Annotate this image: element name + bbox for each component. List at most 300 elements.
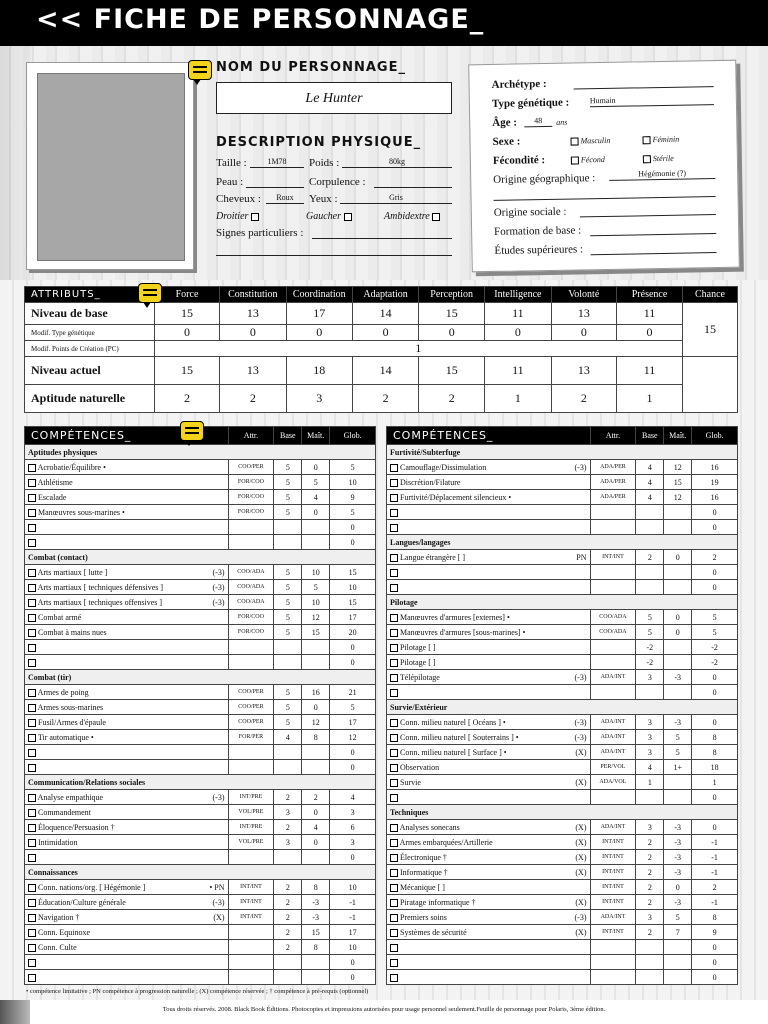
skill-global[interactable]: 2 <box>692 880 738 895</box>
skill-base[interactable]: 4 <box>274 730 302 745</box>
yeux-field[interactable]: Gris <box>340 193 452 204</box>
attr-value[interactable]: 14 <box>352 357 418 385</box>
skill-global[interactable]: 5 <box>330 700 376 715</box>
skill-mastery[interactable]: 5 <box>664 745 692 760</box>
skill-mastery[interactable]: 7 <box>664 925 692 940</box>
skill-checkbox[interactable] <box>28 809 36 817</box>
skill-base[interactable] <box>274 655 302 670</box>
origine-sociale-field[interactable] <box>580 203 716 217</box>
skill-checkbox[interactable] <box>28 839 36 847</box>
skill-base[interactable] <box>274 745 302 760</box>
attr-value[interactable]: 0 <box>551 325 617 341</box>
skill-mastery[interactable] <box>664 790 692 805</box>
skill-checkbox[interactable] <box>28 614 36 622</box>
skill-global[interactable]: 16 <box>692 490 738 505</box>
skill-base[interactable]: 5 <box>274 505 302 520</box>
skill-checkbox[interactable] <box>390 689 398 697</box>
skill-base[interactable]: 2 <box>636 895 664 910</box>
skill-base[interactable]: 5 <box>636 610 664 625</box>
skill-checkbox[interactable] <box>28 569 36 577</box>
skill-base[interactable]: 2 <box>274 925 302 940</box>
skill-base[interactable]: 2 <box>274 940 302 955</box>
attr-value[interactable]: 13 <box>220 303 286 325</box>
skill-checkbox[interactable] <box>390 509 398 517</box>
poids-field[interactable]: 80kg <box>342 157 452 168</box>
skill-mastery[interactable]: 8 <box>302 880 330 895</box>
skill-base[interactable] <box>274 760 302 775</box>
skill-checkbox[interactable] <box>28 929 36 937</box>
skill-checkbox[interactable] <box>390 974 398 982</box>
skill-checkbox[interactable] <box>390 479 398 487</box>
skill-checkbox[interactable] <box>390 959 398 967</box>
skill-mastery[interactable]: 5 <box>302 580 330 595</box>
skill-mastery[interactable]: -3 <box>664 715 692 730</box>
formation-field[interactable] <box>590 222 716 236</box>
ambidextre-checkbox[interactable] <box>432 213 440 221</box>
skill-global[interactable]: 0 <box>330 640 376 655</box>
skill-checkbox[interactable] <box>390 524 398 532</box>
etudes-field[interactable] <box>590 241 716 255</box>
skill-mastery[interactable]: 5 <box>664 730 692 745</box>
age-field[interactable]: 48 <box>524 116 552 127</box>
skill-global[interactable]: 18 <box>692 760 738 775</box>
skill-mastery[interactable]: 0 <box>664 550 692 565</box>
skill-mastery[interactable]: -3 <box>664 865 692 880</box>
skill-base[interactable] <box>636 970 664 985</box>
skill-checkbox[interactable] <box>28 794 36 802</box>
skill-global[interactable]: 15 <box>330 595 376 610</box>
skill-base[interactable]: -2 <box>636 655 664 670</box>
skill-global[interactable]: 9 <box>692 925 738 940</box>
skill-global[interactable]: 0 <box>330 535 376 550</box>
skill-mastery[interactable] <box>664 565 692 580</box>
attr-pc-cell[interactable]: 1 <box>154 341 682 357</box>
skill-mastery[interactable] <box>302 535 330 550</box>
skill-global[interactable]: 10 <box>330 580 376 595</box>
skill-base[interactable] <box>636 520 664 535</box>
skill-base[interactable]: 3 <box>274 835 302 850</box>
skill-global[interactable]: -1 <box>692 865 738 880</box>
signes-field-line2[interactable] <box>216 244 452 256</box>
skill-checkbox[interactable] <box>28 464 36 472</box>
skill-global[interactable]: -1 <box>692 850 738 865</box>
skill-mastery[interactable] <box>302 850 330 865</box>
chance-value[interactable]: 15 <box>682 303 737 357</box>
skill-global[interactable]: 0 <box>330 520 376 535</box>
attr-value[interactable]: 13 <box>551 303 617 325</box>
skill-mastery[interactable]: 0 <box>664 880 692 895</box>
skill-base[interactable]: 4 <box>636 475 664 490</box>
skill-mastery[interactable]: 1+ <box>664 760 692 775</box>
skill-mastery[interactable]: 16 <box>302 685 330 700</box>
skill-global[interactable]: -1 <box>330 895 376 910</box>
skill-checkbox[interactable] <box>28 704 36 712</box>
skill-mastery[interactable]: 15 <box>302 925 330 940</box>
skill-global[interactable]: 8 <box>692 730 738 745</box>
skill-mastery[interactable] <box>664 580 692 595</box>
skill-checkbox[interactable] <box>390 869 398 877</box>
skill-checkbox[interactable] <box>390 659 398 667</box>
skill-base[interactable]: 2 <box>636 865 664 880</box>
skill-base[interactable]: 2 <box>636 880 664 895</box>
corpulence-field[interactable] <box>374 176 452 188</box>
skill-base[interactable] <box>636 565 664 580</box>
skill-base[interactable]: 5 <box>274 490 302 505</box>
skill-global[interactable]: 12 <box>330 730 376 745</box>
skill-mastery[interactable] <box>302 760 330 775</box>
skill-mastery[interactable]: 4 <box>302 820 330 835</box>
skill-checkbox[interactable] <box>390 914 398 922</box>
attr-value[interactable]: 2 <box>154 385 219 413</box>
attr-value[interactable]: 18 <box>286 357 352 385</box>
skill-global[interactable]: 0 <box>692 685 738 700</box>
skill-checkbox[interactable] <box>390 794 398 802</box>
skill-global[interactable]: 0 <box>692 580 738 595</box>
skill-global[interactable]: 0 <box>692 970 738 985</box>
skill-mastery[interactable]: 12 <box>664 460 692 475</box>
skill-checkbox[interactable] <box>28 524 36 532</box>
skill-global[interactable]: 5 <box>330 460 376 475</box>
skill-mastery[interactable]: -3 <box>664 835 692 850</box>
skill-base[interactable]: 3 <box>636 715 664 730</box>
skill-checkbox[interactable] <box>390 749 398 757</box>
skill-mastery[interactable]: -3 <box>302 910 330 925</box>
skill-base[interactable]: 3 <box>636 910 664 925</box>
skill-global[interactable]: -1 <box>692 895 738 910</box>
skill-mastery[interactable] <box>664 505 692 520</box>
skill-base[interactable]: 2 <box>274 790 302 805</box>
cheveux-field[interactable]: Roux <box>266 193 304 204</box>
attr-value[interactable]: 2 <box>419 385 485 413</box>
skill-checkbox[interactable] <box>28 824 36 832</box>
skill-checkbox[interactable] <box>28 644 36 652</box>
skill-base[interactable]: 2 <box>636 925 664 940</box>
skill-checkbox[interactable] <box>28 854 36 862</box>
skill-checkbox[interactable] <box>390 719 398 727</box>
skill-global[interactable]: 5 <box>692 610 738 625</box>
skill-base[interactable] <box>274 520 302 535</box>
skill-checkbox[interactable] <box>390 494 398 502</box>
skill-base[interactable] <box>274 850 302 865</box>
attr-value[interactable]: 0 <box>617 325 683 341</box>
skill-global[interactable]: 5 <box>330 505 376 520</box>
skill-global[interactable]: 10 <box>330 940 376 955</box>
skill-mastery[interactable] <box>302 970 330 985</box>
skill-base[interactable]: 3 <box>636 745 664 760</box>
skill-global[interactable]: 0 <box>330 850 376 865</box>
skill-mastery[interactable] <box>302 520 330 535</box>
attr-value[interactable]: 0 <box>352 325 418 341</box>
attr-value[interactable]: 0 <box>220 325 286 341</box>
skill-base[interactable]: 3 <box>636 670 664 685</box>
skill-checkbox[interactable] <box>28 599 36 607</box>
skill-checkbox[interactable] <box>390 929 398 937</box>
skill-base[interactable]: 2 <box>274 895 302 910</box>
skill-global[interactable]: 0 <box>692 520 738 535</box>
skill-checkbox[interactable] <box>28 584 36 592</box>
skill-mastery[interactable] <box>664 655 692 670</box>
attr-value[interactable]: 2 <box>352 385 418 413</box>
skill-global[interactable]: 0 <box>692 670 738 685</box>
attr-value[interactable]: 1 <box>617 385 683 413</box>
skill-global[interactable]: 0 <box>692 505 738 520</box>
attr-value[interactable]: 11 <box>485 303 551 325</box>
skill-checkbox[interactable] <box>390 899 398 907</box>
attr-value[interactable]: 1 <box>485 385 551 413</box>
peau-field[interactable] <box>246 176 304 188</box>
attr-value[interactable]: 0 <box>154 325 219 341</box>
signes-field[interactable] <box>312 227 452 239</box>
skill-mastery[interactable] <box>664 685 692 700</box>
attr-value[interactable]: 11 <box>617 357 683 385</box>
skill-mastery[interactable]: -3 <box>664 895 692 910</box>
skill-global[interactable]: 1 <box>692 775 738 790</box>
attr-value[interactable]: 17 <box>286 303 352 325</box>
skill-mastery[interactable]: 15 <box>664 475 692 490</box>
skill-mastery[interactable]: 5 <box>302 475 330 490</box>
skill-mastery[interactable] <box>302 955 330 970</box>
skill-base[interactable]: 4 <box>636 490 664 505</box>
skill-mastery[interactable]: 12 <box>664 490 692 505</box>
skill-checkbox[interactable] <box>28 719 36 727</box>
skill-mastery[interactable]: 10 <box>302 595 330 610</box>
skill-base[interactable]: 3 <box>274 805 302 820</box>
skill-global[interactable]: 0 <box>692 820 738 835</box>
skill-mastery[interactable]: -3 <box>664 670 692 685</box>
origine-geo-field-line2[interactable] <box>493 185 715 201</box>
skill-base[interactable] <box>274 535 302 550</box>
attr-value[interactable]: 13 <box>220 357 286 385</box>
skill-global[interactable]: 20 <box>330 625 376 640</box>
attr-value[interactable]: 2 <box>551 385 617 413</box>
skill-mastery[interactable]: -3 <box>302 895 330 910</box>
skill-global[interactable]: 0 <box>330 655 376 670</box>
skill-global[interactable]: 15 <box>330 565 376 580</box>
skill-base[interactable]: 5 <box>274 610 302 625</box>
taille-field[interactable]: 1M78 <box>250 157 304 168</box>
skill-checkbox[interactable] <box>28 629 36 637</box>
skill-mastery[interactable]: 0 <box>664 625 692 640</box>
skill-checkbox[interactable] <box>390 824 398 832</box>
skill-checkbox[interactable] <box>390 764 398 772</box>
skill-base[interactable]: 2 <box>636 850 664 865</box>
skill-checkbox[interactable] <box>390 464 398 472</box>
skill-checkbox[interactable] <box>390 614 398 622</box>
attr-value[interactable]: 15 <box>419 303 485 325</box>
attr-value[interactable]: 11 <box>485 357 551 385</box>
skill-checkbox[interactable] <box>390 674 398 682</box>
skill-base[interactable]: 5 <box>274 565 302 580</box>
skill-global[interactable]: 10 <box>330 475 376 490</box>
droitier-checkbox[interactable] <box>251 213 259 221</box>
skill-checkbox[interactable] <box>28 959 36 967</box>
skill-mastery[interactable] <box>302 640 330 655</box>
skill-mastery[interactable] <box>664 955 692 970</box>
attr-value[interactable]: 13 <box>551 357 617 385</box>
skill-global[interactable]: -1 <box>330 910 376 925</box>
skill-global[interactable]: -1 <box>692 835 738 850</box>
skill-global[interactable]: 3 <box>330 805 376 820</box>
skill-checkbox[interactable] <box>28 734 36 742</box>
attr-value[interactable]: 15 <box>154 357 219 385</box>
skill-checkbox[interactable] <box>28 689 36 697</box>
skill-checkbox[interactable] <box>28 899 36 907</box>
fecond-checkbox[interactable] <box>571 157 579 165</box>
sterile-checkbox[interactable] <box>643 155 651 163</box>
skill-global[interactable]: 6 <box>330 820 376 835</box>
skill-global[interactable]: 0 <box>692 955 738 970</box>
attr-value[interactable]: 0 <box>419 325 485 341</box>
skill-global[interactable]: 21 <box>330 685 376 700</box>
skill-base[interactable]: 3 <box>636 820 664 835</box>
skill-base[interactable]: -2 <box>636 640 664 655</box>
skill-checkbox[interactable] <box>390 554 398 562</box>
skill-base[interactable] <box>636 790 664 805</box>
skill-mastery[interactable]: 8 <box>302 940 330 955</box>
skill-checkbox[interactable] <box>390 944 398 952</box>
skill-mastery[interactable]: 0 <box>302 700 330 715</box>
skill-checkbox[interactable] <box>28 479 36 487</box>
skill-base[interactable]: 5 <box>636 625 664 640</box>
skill-checkbox[interactable] <box>390 569 398 577</box>
masculin-checkbox[interactable] <box>571 138 579 146</box>
skill-mastery[interactable]: 2 <box>302 790 330 805</box>
skill-mastery[interactable]: 12 <box>302 715 330 730</box>
skill-global[interactable]: 0 <box>692 565 738 580</box>
skill-base[interactable] <box>636 955 664 970</box>
attr-value[interactable]: 15 <box>419 357 485 385</box>
attr-value[interactable]: 2 <box>220 385 286 413</box>
type-field[interactable]: Humain <box>590 94 714 107</box>
skill-global[interactable]: -2 <box>692 655 738 670</box>
skill-base[interactable]: 4 <box>636 460 664 475</box>
skill-checkbox[interactable] <box>28 944 36 952</box>
skill-checkbox[interactable] <box>28 974 36 982</box>
skill-mastery[interactable]: 15 <box>302 625 330 640</box>
skill-mastery[interactable]: 12 <box>302 610 330 625</box>
skill-base[interactable]: 4 <box>636 760 664 775</box>
attr-value[interactable]: 0 <box>485 325 551 341</box>
skill-global[interactable]: 0 <box>692 715 738 730</box>
skill-base[interactable] <box>636 685 664 700</box>
skill-mastery[interactable]: 4 <box>302 490 330 505</box>
skill-mastery[interactable] <box>664 970 692 985</box>
skill-global[interactable]: 0 <box>692 790 738 805</box>
skill-checkbox[interactable] <box>390 584 398 592</box>
skill-base[interactable]: 5 <box>274 460 302 475</box>
skill-global[interactable]: 8 <box>692 910 738 925</box>
skill-checkbox[interactable] <box>28 494 36 502</box>
skill-base[interactable]: 2 <box>274 910 302 925</box>
skill-base[interactable]: 3 <box>636 730 664 745</box>
skill-mastery[interactable] <box>664 640 692 655</box>
skill-global[interactable]: 10 <box>330 880 376 895</box>
feminin-checkbox[interactable] <box>642 136 650 144</box>
skill-global[interactable]: 0 <box>330 955 376 970</box>
skill-mastery[interactable]: 0 <box>302 805 330 820</box>
skill-global[interactable]: 0 <box>692 940 738 955</box>
skill-base[interactable] <box>636 580 664 595</box>
skill-mastery[interactable]: 8 <box>302 730 330 745</box>
skill-global[interactable]: 0 <box>330 760 376 775</box>
skill-base[interactable] <box>274 640 302 655</box>
skill-global[interactable]: 9 <box>330 490 376 505</box>
skill-base[interactable]: 2 <box>636 835 664 850</box>
skill-mastery[interactable] <box>302 745 330 760</box>
skill-checkbox[interactable] <box>390 644 398 652</box>
attr-value[interactable]: 0 <box>286 325 352 341</box>
skill-checkbox[interactable] <box>28 914 36 922</box>
skill-base[interactable]: 5 <box>274 595 302 610</box>
skill-mastery[interactable]: 5 <box>664 910 692 925</box>
skill-checkbox[interactable] <box>390 854 398 862</box>
skill-checkbox[interactable] <box>28 764 36 772</box>
skill-mastery[interactable]: 0 <box>302 835 330 850</box>
skill-checkbox[interactable] <box>28 749 36 757</box>
skill-base[interactable]: 5 <box>274 475 302 490</box>
skill-checkbox[interactable] <box>28 884 36 892</box>
skill-base[interactable] <box>274 970 302 985</box>
skill-mastery[interactable] <box>664 775 692 790</box>
skill-base[interactable]: 5 <box>274 580 302 595</box>
skill-global[interactable]: 16 <box>692 460 738 475</box>
skill-checkbox[interactable] <box>390 779 398 787</box>
skill-mastery[interactable]: 0 <box>664 610 692 625</box>
skill-mastery[interactable]: -3 <box>664 820 692 835</box>
skill-mastery[interactable]: 0 <box>302 460 330 475</box>
skill-checkbox[interactable] <box>390 629 398 637</box>
skill-checkbox[interactable] <box>28 509 36 517</box>
skill-checkbox[interactable] <box>390 884 398 892</box>
skill-mastery[interactable]: 0 <box>302 505 330 520</box>
skill-base[interactable] <box>274 955 302 970</box>
skill-global[interactable]: 17 <box>330 610 376 625</box>
skill-base[interactable]: 5 <box>274 715 302 730</box>
skill-base[interactable]: 5 <box>274 685 302 700</box>
skill-mastery[interactable]: -3 <box>664 850 692 865</box>
skill-mastery[interactable]: 10 <box>302 565 330 580</box>
skill-global[interactable]: -2 <box>692 640 738 655</box>
skill-checkbox[interactable] <box>28 539 36 547</box>
skill-base[interactable]: 5 <box>274 700 302 715</box>
character-name-field[interactable]: Le Hunter <box>216 82 452 114</box>
skill-base[interactable]: 2 <box>274 880 302 895</box>
skill-global[interactable]: 2 <box>692 550 738 565</box>
attr-value[interactable]: 11 <box>617 303 683 325</box>
skill-base[interactable]: 5 <box>274 625 302 640</box>
skill-base[interactable]: 2 <box>636 550 664 565</box>
skill-checkbox[interactable] <box>28 659 36 667</box>
skill-global[interactable]: 0 <box>330 745 376 760</box>
skill-global[interactable]: 8 <box>692 745 738 760</box>
skill-checkbox[interactable] <box>390 734 398 742</box>
skill-mastery[interactable] <box>664 940 692 955</box>
attr-value[interactable]: 14 <box>352 303 418 325</box>
skill-global[interactable]: 0 <box>330 970 376 985</box>
skill-global[interactable]: 3 <box>330 835 376 850</box>
attr-value[interactable]: 15 <box>154 303 219 325</box>
portrait-placeholder[interactable] <box>37 73 185 261</box>
archetype-field[interactable] <box>573 75 713 89</box>
skill-global[interactable]: 17 <box>330 925 376 940</box>
gaucher-checkbox[interactable] <box>344 213 352 221</box>
skill-mastery[interactable] <box>302 655 330 670</box>
skill-base[interactable] <box>636 940 664 955</box>
attr-value[interactable]: 3 <box>286 385 352 413</box>
skill-checkbox[interactable] <box>390 839 398 847</box>
skill-global[interactable]: 19 <box>692 475 738 490</box>
skill-mastery[interactable] <box>664 520 692 535</box>
